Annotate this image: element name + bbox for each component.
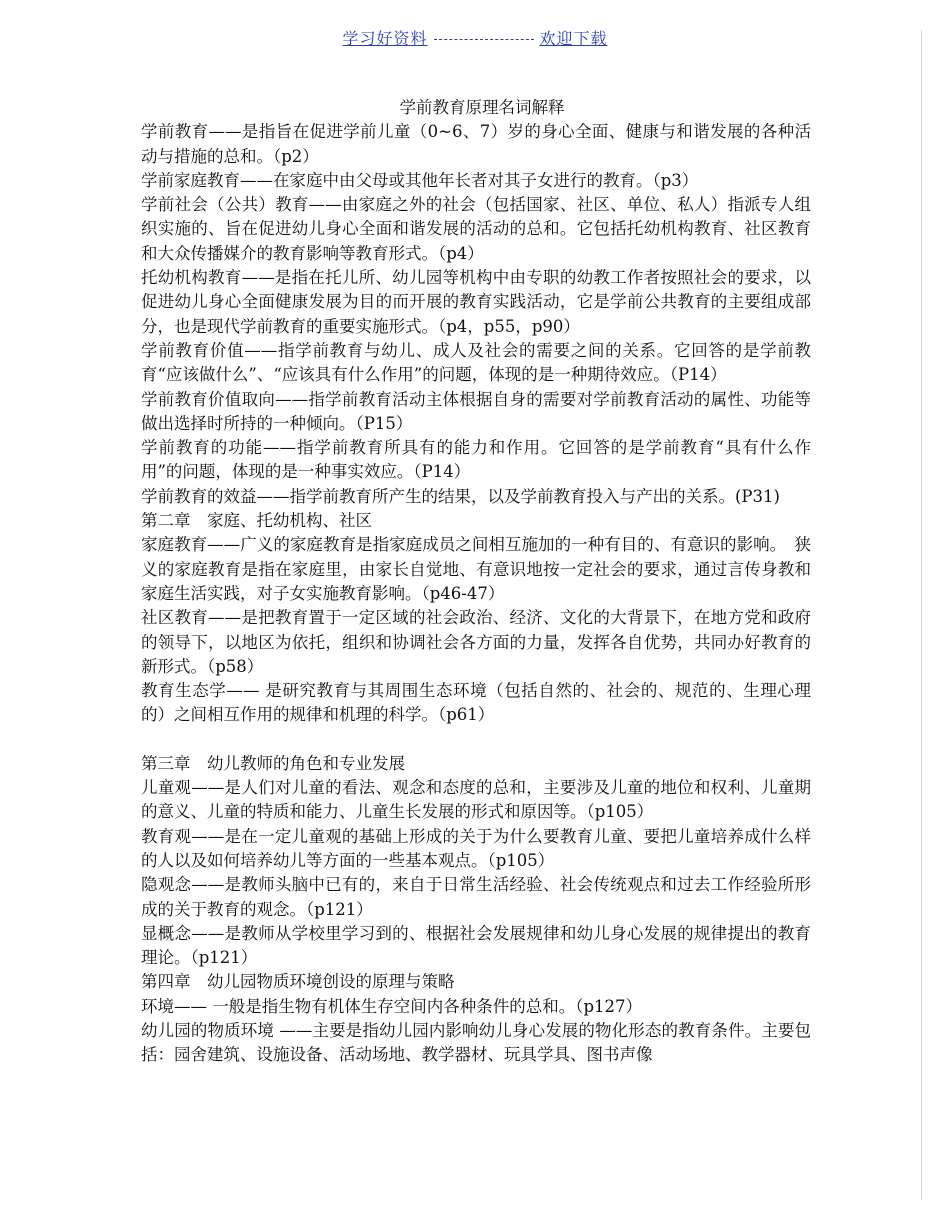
header-separator — [434, 39, 534, 40]
blank-line — [141, 728, 811, 752]
term-definition-paragraph: 环境—— 一般是指生物有机体生存空间内各种条件的总和。（p127） — [141, 996, 643, 1016]
chapter-heading: 第四章 幼儿园物质环境创设的原理与策略 — [141, 972, 455, 992]
term-definition-paragraph: 家庭教育——广义的家庭教育是指家庭成员之间相互施加的一种有目的、有意识的影响。 狭义的家庭教育是指在家庭里，由家长自觉地、有意识地按一定社会的要求，通过言传身教和家庭生活实践，对子女实施教育影响。（p46-47） — [141, 535, 811, 603]
term-definition-paragraph: 隐观念——是教师头脑中已有的，来自于日常生活经验、社会传统观点和过去工作经验所形成的关于教育的观念。（p121） — [141, 875, 811, 919]
term-definition-paragraph: 学前教育价值——指学前教育与幼儿、成人及社会的需要之间的关系。它回答的是学前教育“应该做什么”、“应该具有什么作用”的问题，体现的是一种期待效应。（P14） — [141, 340, 811, 385]
document-title: 学前教育原理名词解释 — [399, 98, 565, 117]
term-definition-paragraph: 儿童观——是人们对儿童的看法、观念和态度的总和，主要涉及儿童的地位和权利、儿童期的意义、儿童的特质和能力、儿童生长发展的形式和原因等。（p105） — [141, 778, 811, 822]
term-definition-paragraph: 学前社会（公共）教育——由家庭之外的社会（包括国家、社区、单位、私人）指派专人组织实施的、旨在促进幼儿身心全面和谐发展的活动的总和。它包括托幼机构教育、社区教育和大众传播媒介的教育影响等教育形式。（p4） — [141, 195, 811, 263]
page-header — [0, 26, 950, 49]
term-definition-paragraph: 托幼机构教育——是指在托儿所、幼儿园等机构中由专职的幼教工作者按照社会的要求，以促进幼儿身心全面健康发展为目的而开展的教育实践活动，它是学前公共教育的主要组成部分，也是现代学前教育的重要实施形式。（p4，p55，p90） — [141, 268, 811, 336]
document-content — [141, 120, 811, 1067]
chapter-heading: 第三章 幼儿教师的角色和专业发展 — [141, 753, 405, 773]
term-definition-paragraph: 学前家庭教育——在家庭中由父母或其他年长者对其子女进行的教育。（p3） — [141, 170, 699, 190]
term-definition-paragraph: 学前教育的功能——指学前教育所具有的能力和作用。它回答的是学前教育“具有什么作用”的问题，体现的是一种事实效应。（P14） — [141, 438, 811, 482]
header-link-study-materials[interactable]: 学习好资料 — [342, 29, 428, 48]
term-definition-paragraph: 学前教育的效益——指学前教育所产生的结果，以及学前教育投入与产出的关系。(P31) — [141, 486, 780, 506]
document-body — [141, 96, 811, 1068]
term-definition-paragraph: 幼儿园的物质环境 ——主要是指幼儿园内影响幼儿身心发展的物化形态的教育条件。主要包括：园舍建筑、设施设备、活动场地、教学器材、玩具学具、图书声像 — [141, 1020, 811, 1065]
chapter-heading: 第二章 家庭、托幼机构、社区 — [141, 511, 372, 531]
term-definition-paragraph: 教育观——是在一定儿童观的基础上形成的关于为什么要教育儿童、要把儿童培养成什么样的人以及如何培养幼儿等方面的一些基本观点。（p105） — [141, 826, 811, 870]
term-definition-paragraph: 教育生态学—— 是研究教育与其周围生态环境（包括自然的、社会的、规范的、生理心理的）之间相互作用的规律和机理的科学。（p61） — [141, 681, 811, 725]
page-right-border — [921, 30, 922, 1200]
term-definition-paragraph: 社区教育——是把教育置于一定区域的社会政治、经济、文化的大背景下，在地方党和政府的领导下，以地区为依托，组织和协调社会各方面的力量，发挥各自优势，共同办好教育的新形式。（p58） — [141, 608, 811, 676]
term-definition-paragraph: 显概念——是教师从学校里学习到的、根据社会发展规律和幼儿身心发展的规律提出的教育理论。（p121） — [141, 923, 811, 968]
header-link-download[interactable]: 欢迎下载 — [539, 29, 608, 48]
term-definition-paragraph: 学前教育——是指旨在促进学前儿童（0~6、7）岁的身心全面、健康与和谐发展的各种活动与措施的总和。（p2） — [141, 122, 811, 166]
term-definition-paragraph: 学前教育价值取向——指学前教育活动主体根据自身的需要对学前教育活动的属性、功能等做出选择时所持的一种倾向。（P15） — [141, 389, 811, 433]
